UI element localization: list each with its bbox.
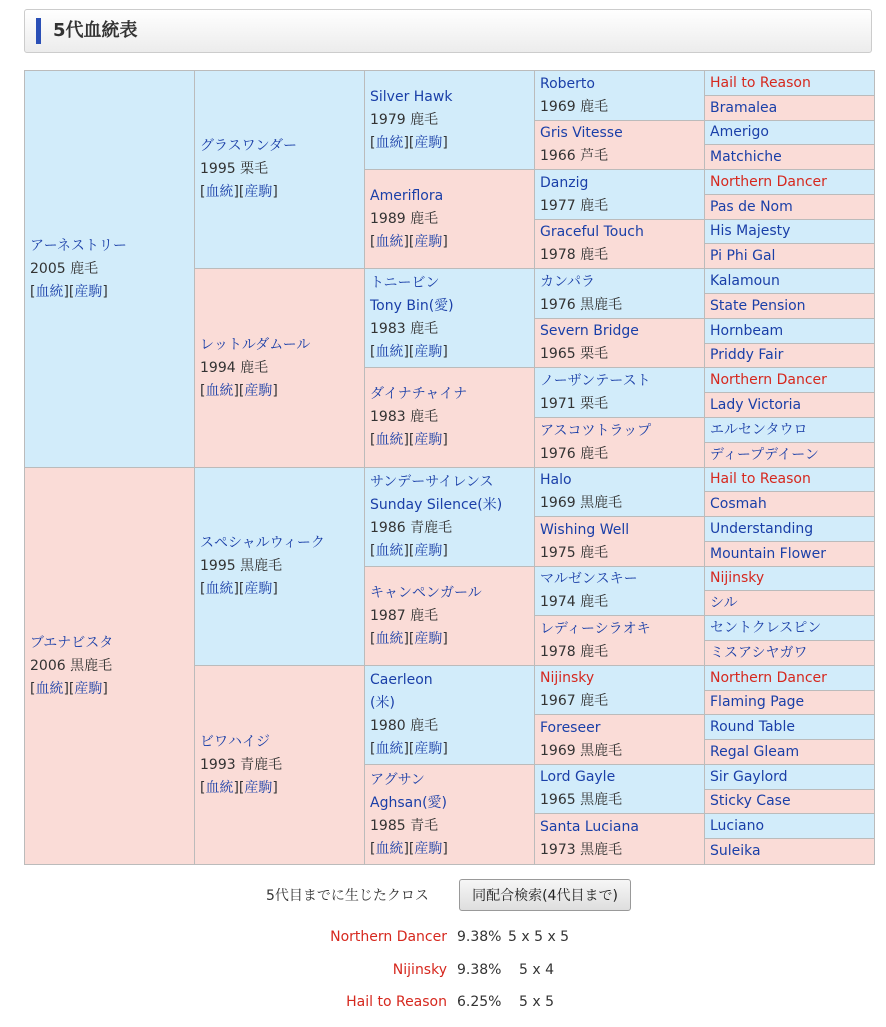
cross-percent: 9.38% xyxy=(457,962,502,978)
horse-links: [血統][産駒] xyxy=(370,134,448,151)
pedigree-link[interactable]: 血統 xyxy=(375,630,404,647)
horse-info: 1979 鹿毛 xyxy=(370,111,439,128)
offspring-link[interactable]: 産駒 xyxy=(414,432,443,448)
horse-info: 1969 黒鹿毛 xyxy=(540,742,623,759)
horse-name-link[interactable]: ブエナビスタ xyxy=(30,634,114,651)
pedigree-cell xyxy=(365,170,535,269)
horse-info: 1994 鹿毛 xyxy=(200,359,269,376)
horse-name-link[interactable]: Amerigo xyxy=(710,124,769,140)
pedigree-cell xyxy=(705,418,874,443)
horse-name-link[interactable]: His Majesty xyxy=(710,223,791,239)
horse-links: [血統][産駒] xyxy=(200,581,278,597)
horse-info: 1986 青鹿毛 xyxy=(370,520,453,536)
horse-info: 1978 鹿毛 xyxy=(540,643,609,660)
pedigree-cell xyxy=(535,71,705,121)
pedigree-cell xyxy=(195,666,365,864)
pedigree-link[interactable]: 血統 xyxy=(205,581,234,597)
horse-info: 2005 鹿毛 xyxy=(30,260,99,277)
pedigree-cell xyxy=(705,492,874,517)
horse-name-link[interactable]: Bramalea xyxy=(710,99,778,116)
horse-name-link[interactable]: シル xyxy=(710,594,738,611)
horse-name-alt-link[interactable]: Tony Bin(愛) xyxy=(370,298,454,314)
horse-name-link[interactable]: Ameriflora xyxy=(370,187,444,204)
horse-name-link[interactable]: Understanding xyxy=(710,520,814,537)
horse-name-link[interactable]: Caerleon xyxy=(370,672,433,688)
horse-name-link[interactable]: Halo xyxy=(540,472,572,488)
horse-name-link[interactable]: Hail to Reason xyxy=(710,471,811,487)
pedigree-cell xyxy=(705,244,874,269)
offspring-link[interactable]: 産駒 xyxy=(414,741,443,757)
pedigree-cell xyxy=(705,220,874,244)
offspring-link[interactable]: 産駒 xyxy=(74,283,103,300)
horse-info: 1969 黒鹿毛 xyxy=(540,495,623,511)
pedigree-cell xyxy=(705,641,874,666)
horse-links: [血統][産駒] xyxy=(200,184,278,200)
horse-info: 1967 鹿毛 xyxy=(540,693,609,709)
horse-info: 1993 青鹿毛 xyxy=(200,756,283,773)
horse-name-link[interactable]: Mountain Flower xyxy=(710,545,826,562)
pedigree-link[interactable]: 血統 xyxy=(35,680,64,697)
horse-info: 1987 鹿毛 xyxy=(370,607,439,624)
horse-info: 1974 鹿毛 xyxy=(540,594,609,610)
pedigree-cell xyxy=(705,443,874,468)
pedigree-cell xyxy=(365,269,535,368)
horse-name-link[interactable]: アグサン xyxy=(370,771,425,788)
cross-percent: 6.25% xyxy=(457,994,502,1010)
horse-name-link[interactable]: Flaming Page xyxy=(710,694,805,710)
pedigree-cell xyxy=(705,145,874,170)
same-mating-search-button[interactable]: 同配合検索(4代目まで) xyxy=(459,879,631,911)
pedigree-cell xyxy=(705,121,874,145)
pedigree-cell xyxy=(535,121,705,170)
pedigree-cell xyxy=(705,616,874,641)
pedigree-cell xyxy=(535,220,705,269)
horse-name-link[interactable]: カンパラ xyxy=(540,273,596,290)
horse-name-alt-link[interactable]: Aghsan(愛) xyxy=(370,794,448,811)
offspring-link[interactable]: 産駒 xyxy=(414,543,443,559)
cross-percent: 9.38% xyxy=(457,929,502,945)
horse-name-link[interactable]: Roberto xyxy=(540,75,595,92)
horse-info: 1983 鹿毛 xyxy=(370,409,439,425)
pedigree-cell xyxy=(705,195,874,220)
horse-name-link[interactable]: Northern Dancer xyxy=(710,371,827,388)
offspring-link[interactable]: 産駒 xyxy=(414,134,443,151)
horse-name-link[interactable]: Cosmah xyxy=(710,495,767,512)
offspring-link[interactable]: 産駒 xyxy=(74,680,103,697)
offspring-link[interactable]: 産駒 xyxy=(414,233,443,250)
horse-links: [血統][産駒] xyxy=(200,382,278,399)
horse-name-link[interactable]: Regal Gleam xyxy=(710,743,800,760)
pedigree-cell xyxy=(25,468,195,864)
pedigree-link[interactable]: 血統 xyxy=(35,283,64,300)
pedigree-cell xyxy=(535,368,705,418)
pedigree-cell xyxy=(535,269,705,319)
pedigree-cell xyxy=(535,517,705,567)
pedigree-link[interactable]: 血統 xyxy=(375,233,404,250)
cross-generation: 5 x 5 x 5 xyxy=(508,929,570,945)
horse-name-link[interactable]: Suleika xyxy=(710,843,761,859)
pedigree-cell xyxy=(705,740,874,765)
pedigree-cell xyxy=(195,468,365,666)
horse-name-link[interactable]: Santa Luciana xyxy=(540,819,639,835)
horse-info: 1969 鹿毛 xyxy=(540,98,609,115)
pedigree-cell xyxy=(705,691,874,715)
pedigree-table xyxy=(24,70,875,865)
pedigree-cell xyxy=(365,666,535,765)
horse-name-link[interactable]: トニービン xyxy=(370,275,440,291)
horse-links: [血統][産駒] xyxy=(370,630,448,647)
horse-name-link[interactable]: スペシャルウィーク xyxy=(200,535,325,551)
pedigree-cell xyxy=(365,71,535,170)
pedigree-cell xyxy=(705,790,874,814)
pedigree-cell xyxy=(705,319,874,344)
pedigree-cell xyxy=(535,319,705,368)
horse-links: [血統][産駒] xyxy=(370,233,448,250)
horse-info: 1976 黒鹿毛 xyxy=(540,296,623,313)
cross-generation: 5 x 5 xyxy=(519,994,554,1010)
pedigree-cell xyxy=(705,393,874,418)
pedigree-link[interactable]: 血統 xyxy=(375,344,404,360)
horse-name-link[interactable]: マルゼンスキー xyxy=(540,571,638,587)
offspring-link[interactable]: 産駒 xyxy=(244,184,273,200)
horse-name-link[interactable]: Pas de Nom xyxy=(710,198,793,215)
pedigree-link[interactable]: 血統 xyxy=(375,543,404,559)
horse-info: 1983 鹿毛 xyxy=(370,321,439,337)
horse-links: [血統][産駒] xyxy=(200,779,278,796)
pedigree-link[interactable]: 血統 xyxy=(375,741,404,757)
pedigree-cell xyxy=(705,170,874,195)
horse-name-link[interactable]: ディープデイーン xyxy=(710,446,819,463)
horse-name-link[interactable]: レディーシラオキ xyxy=(540,620,651,637)
horse-name-link[interactable]: Hail to Reason xyxy=(710,74,811,91)
horse-name-link[interactable]: セントクレスピン xyxy=(710,619,822,636)
page-title: 5代血統表 xyxy=(53,20,138,41)
pedigree-cell xyxy=(705,814,874,839)
horse-info: 1995 栗毛 xyxy=(200,161,269,177)
pedigree-cell xyxy=(705,839,874,864)
cross-horse-link[interactable]: Nijinsky xyxy=(392,962,447,978)
pedigree-cell xyxy=(705,269,874,294)
pedigree-cell xyxy=(535,418,705,468)
pedigree-cell xyxy=(535,567,705,616)
pedigree-cell xyxy=(535,715,705,765)
horse-name-link[interactable]: Priddy Fair xyxy=(710,347,784,363)
horse-name-link[interactable]: Nijinsky xyxy=(540,670,595,686)
horse-name-link[interactable]: Pi Phi Gal xyxy=(710,247,776,264)
horse-name-link[interactable]: レットルダムール xyxy=(200,336,311,353)
pedigree-cell xyxy=(705,468,874,492)
pedigree-cell xyxy=(535,616,705,666)
pedigree-cell xyxy=(705,96,874,121)
section-header xyxy=(24,9,872,53)
pedigree-cell xyxy=(365,765,535,864)
pedigree-cell xyxy=(535,468,705,517)
horse-name-link[interactable]: Foreseer xyxy=(540,719,601,736)
pedigree-cell xyxy=(25,71,195,468)
pedigree-cell xyxy=(705,344,874,368)
horse-name-link[interactable]: Severn Bridge xyxy=(540,323,639,339)
horse-name-link[interactable]: Nijinsky xyxy=(710,570,765,586)
horse-links: [血統][産駒] xyxy=(370,840,448,857)
horse-info: 1975 鹿毛 xyxy=(540,544,609,561)
offspring-link[interactable]: 産駒 xyxy=(244,382,273,399)
horse-name-link[interactable]: Danzig xyxy=(540,174,589,191)
pedigree-cell xyxy=(535,765,705,814)
horse-name-link[interactable]: Lord Gayle xyxy=(540,769,616,785)
horse-name-link[interactable]: Graceful Touch xyxy=(540,224,644,240)
horse-name-link[interactable]: アーネストリー xyxy=(30,237,127,254)
pedigree-cell xyxy=(195,71,365,269)
offspring-link[interactable]: 産駒 xyxy=(244,779,273,796)
horse-links: [血統][産駒] xyxy=(370,543,448,559)
horse-info: 1989 鹿毛 xyxy=(370,210,439,227)
horse-name-link[interactable]: Silver Hawk xyxy=(370,88,453,105)
pedigree-cell xyxy=(705,294,874,319)
cross-horse-link[interactable]: Hail to Reason xyxy=(346,994,447,1010)
pedigree-cell xyxy=(705,368,874,393)
horse-name-link[interactable]: Hornbeam xyxy=(710,322,784,339)
horse-info: 1978 鹿毛 xyxy=(540,247,609,263)
horse-info: 1965 黒鹿毛 xyxy=(540,792,623,808)
horse-name-link[interactable]: State Pension xyxy=(710,297,806,314)
pedigree-link[interactable]: 血統 xyxy=(375,432,404,448)
pedigree-cell xyxy=(365,567,535,666)
horse-name-alt-link[interactable]: (米) xyxy=(370,695,395,711)
horse-name-link[interactable]: エルセンタウロ xyxy=(710,421,808,438)
horse-name-link[interactable]: ビワハイジ xyxy=(200,733,270,750)
offspring-link[interactable]: 産駒 xyxy=(414,630,443,647)
pedigree-link[interactable]: 血統 xyxy=(375,840,404,857)
pedigree-cell xyxy=(535,814,705,864)
horse-info: 2006 黒鹿毛 xyxy=(30,657,113,674)
offspring-link[interactable]: 産駒 xyxy=(414,344,443,360)
horse-name-link[interactable]: ダイナチャイナ xyxy=(370,386,468,402)
horse-links: [血統][産駒] xyxy=(30,680,108,697)
horse-name-link[interactable]: Lady Victoria xyxy=(710,396,802,413)
horse-name-link[interactable]: Matchiche xyxy=(710,148,782,165)
horse-info: 1965 栗毛 xyxy=(540,346,609,362)
horse-info: 1985 青毛 xyxy=(370,817,439,834)
horse-name-link[interactable]: Kalamoun xyxy=(710,272,780,289)
horse-info: 1977 鹿毛 xyxy=(540,197,609,214)
horse-name-link[interactable]: Northern Dancer xyxy=(710,173,827,190)
pedigree-link[interactable]: 血統 xyxy=(205,779,234,796)
pedigree-link[interactable]: 血統 xyxy=(375,134,404,151)
horse-name-link[interactable]: サンデーサイレンス xyxy=(370,474,494,490)
pedigree-cell xyxy=(535,170,705,220)
pedigree-cell xyxy=(705,666,874,691)
pedigree-link[interactable]: 血統 xyxy=(205,382,234,399)
pedigree-cell xyxy=(365,368,535,468)
pedigree-link[interactable]: 血統 xyxy=(205,184,234,200)
horse-name-link[interactable]: Wishing Well xyxy=(540,521,630,538)
pedigree-cell xyxy=(705,591,874,616)
horse-links: [血統][産駒] xyxy=(370,432,448,448)
horse-info: 1976 鹿毛 xyxy=(540,445,609,462)
horse-info: 1971 栗毛 xyxy=(540,395,609,412)
horse-name-link[interactable]: Sir Gaylord xyxy=(710,768,788,785)
horse-name-link[interactable]: ミスアシヤガワ xyxy=(710,644,808,661)
cross-horse-link[interactable]: Northern Dancer xyxy=(330,929,447,945)
horse-name-link[interactable]: Round Table xyxy=(710,718,795,735)
horse-links: [血統][産駒] xyxy=(370,741,448,757)
pedigree-cell xyxy=(705,765,874,790)
pedigree-cell xyxy=(705,715,874,740)
horse-name-alt-link[interactable]: Sunday Silence(米) xyxy=(370,497,503,513)
pedigree-cell xyxy=(705,71,874,96)
offspring-link[interactable]: 産駒 xyxy=(414,840,443,857)
pedigree-cell xyxy=(535,666,705,715)
pedigree-cell xyxy=(705,542,874,567)
horse-name-link[interactable]: グラスワンダー xyxy=(200,138,298,154)
horse-name-link[interactable]: Northern Dancer xyxy=(710,669,827,686)
horse-name-link[interactable]: Sticky Case xyxy=(710,793,791,809)
cross-label: 5代目までに生じたクロス xyxy=(266,888,429,904)
horse-links: [血統][産駒] xyxy=(30,283,108,300)
horse-info: 1995 黒鹿毛 xyxy=(200,558,283,574)
header-accent-bar xyxy=(36,18,41,44)
horse-name-link[interactable]: キャンペンガール xyxy=(370,584,482,601)
horse-name-link[interactable]: Luciano xyxy=(710,817,765,834)
horse-links: [血統][産駒] xyxy=(370,344,448,360)
cross-generation: 5 x 4 xyxy=(519,962,554,978)
horse-name-link[interactable]: アスコツトラップ xyxy=(540,422,652,439)
horse-info: 1973 黒鹿毛 xyxy=(540,842,623,858)
pedigree-cell xyxy=(365,468,535,567)
pedigree-cell xyxy=(705,567,874,591)
pedigree-cell xyxy=(705,517,874,542)
pedigree-cell xyxy=(195,269,365,468)
horse-info: 1980 鹿毛 xyxy=(370,718,439,734)
offspring-link[interactable]: 産駒 xyxy=(244,581,273,597)
horse-info: 1966 芦毛 xyxy=(540,148,609,164)
horse-name-link[interactable]: ノーザンテースト xyxy=(540,372,651,389)
horse-name-link[interactable]: Gris Vitesse xyxy=(540,125,623,141)
